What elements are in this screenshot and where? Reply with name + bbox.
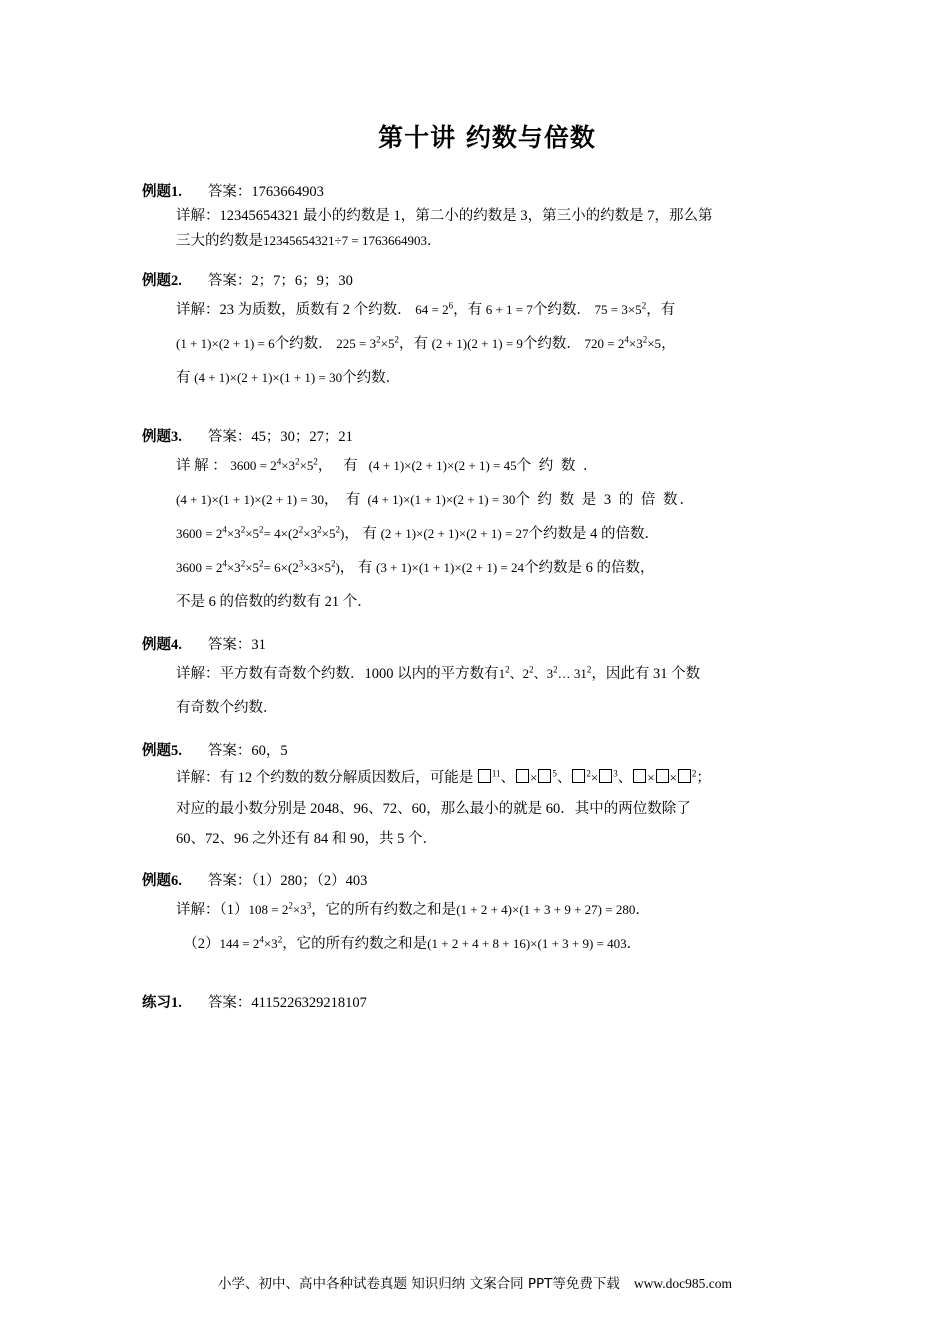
detail-text: ，有: [398, 335, 428, 352]
detail-text: ，: [344, 526, 359, 543]
detail-text: 个约数是 4 的倍数．: [528, 526, 660, 543]
problem-label-6: 例题6.: [142, 872, 182, 889]
blank-box-icon: [572, 769, 585, 783]
math-expression: (4 + 1)×(2 + 1)×(1 + 1) = 30: [194, 369, 343, 385]
detail-line: 不是 6 的倍数的约数有 21 个．: [176, 594, 372, 611]
problem-answer-line-5: [142, 739, 832, 760]
problem-detail-4: [176, 657, 832, 725]
blank-box-icon: [599, 769, 612, 783]
blank-box-icon: [678, 769, 691, 783]
detail-text: 有: [176, 369, 191, 386]
math-expression: (2 + 1)(2 + 1) = 9: [431, 335, 523, 351]
detail-text: 有: [357, 560, 373, 577]
detail-text: 个约数．: [532, 301, 591, 318]
problem-label-5: 例题5.: [142, 743, 182, 760]
detail-text: ，: [323, 492, 339, 508]
footer-text: 小学、初中、高中各种试卷真题 知识归纳 文案合同 PPT等免费下载: [217, 1276, 620, 1292]
answer-prefix-3: 答案：: [207, 428, 252, 445]
detail-text: 、: [617, 770, 633, 787]
detail-line: 60、72、96 之外还有 84 和 90，共 5 个．: [176, 831, 437, 848]
answer-prefix-1: 答案：: [207, 184, 252, 200]
blank-box-icon: [656, 769, 669, 783]
answer-value-3: 45；30；27；21: [251, 428, 353, 445]
detail-text: 详解：有 12 个约数的数分解质因数后，可能是: [176, 770, 474, 787]
detail-text: 三大的约数是: [176, 233, 263, 250]
problem-answer-line-1: [142, 180, 832, 201]
blank-box-icon: [538, 769, 551, 783]
detail-line: 对应的最小数分别是 2048、96、72、60，那么最小的就是 60．其中的两位数除了: [176, 800, 691, 817]
detail-text: 、: [500, 770, 516, 787]
blank-box-icon: [633, 769, 646, 783]
detail-text: ，有: [646, 301, 676, 318]
problem-block-6: [142, 869, 832, 961]
detail-text: ，它的所有约数之和是: [311, 901, 457, 918]
math-expression: (3 + 1)×(1 + 1)×(2 + 1) = 24: [376, 560, 525, 576]
detail-text: 个约数是 6 的倍数，: [524, 560, 655, 577]
detail-line: [176, 927, 832, 961]
answer-value-7: 4115226329218107: [251, 994, 367, 1011]
math-expression: 6 + 1 = 7: [485, 301, 533, 317]
detail-line: [176, 517, 832, 551]
detail-line: [176, 361, 832, 395]
math-box-group: × $^5$: [515, 770, 557, 785]
detail-text: ；: [696, 770, 711, 787]
detail-text: ，因此有 31 个数: [591, 666, 701, 683]
detail-line: [176, 327, 832, 361]
problem-detail-2: [176, 293, 832, 395]
problem-block-2: [142, 269, 832, 395]
answer-value-4: 31: [251, 637, 266, 654]
detail-line: [176, 483, 832, 517]
math-box-group: 11: [477, 770, 501, 785]
problem-detail-5: [176, 763, 832, 854]
detail-text: ，: [339, 560, 355, 577]
detail-text: ，: [661, 335, 676, 352]
problem-label-3: 例题3.: [142, 428, 182, 445]
math-expression: $720 = 2^4\times 3^2\times 5$: [584, 334, 662, 351]
math-expression: 12345654321÷7 = 1763664903: [263, 233, 427, 249]
detail-line: [176, 763, 832, 793]
blank-box-icon: [516, 769, 529, 783]
problem-answer-line-2: [142, 269, 832, 290]
page-footer: [0, 1272, 950, 1292]
math-expression: $108 = 2^2\times 3^3$: [248, 900, 312, 917]
math-expression: $3600 = 2^4\times 3^2\times 5^2= 6\times(2^3\times 3\times 5^2)$: [176, 558, 340, 576]
detail-line: 详解：12345654321 最小的约数是 1，第二小的约数是 3，第三小的约数是 7，那么第: [176, 208, 713, 224]
detail-text: 、: [556, 770, 572, 787]
detail-text: 详解：23 为质数，质数有 2 个约数．: [176, 301, 412, 318]
problem-detail-6: [176, 893, 832, 961]
detail-text: 详解：平方数有奇数个约数．1000 以内的平方数有: [176, 666, 499, 683]
detail-line: [176, 893, 832, 927]
math-expression: $64 = 2^6$: [415, 300, 454, 317]
detail-text: 个约数．: [522, 335, 581, 352]
answer-value-2: 2；7；6；9；30: [251, 272, 353, 289]
math-expression: (4 + 1)×(2 + 1)×(2 + 1) = 45: [368, 457, 517, 473]
math-expression: $3600 = 2^4\times 3^2\times 5^2= 4\times(2^2\times 3^2\times 5^2)$: [176, 524, 345, 542]
math-expression: $1^2$、$2^2$、$3^2\dots$ $31^2$: [498, 664, 592, 682]
detail-text: 有: [345, 492, 361, 508]
exercise-answer-line-1: [142, 991, 832, 1012]
detail-text: 个 约 数 是 3 的 倍 数．: [515, 492, 697, 508]
detail-line: [176, 657, 832, 691]
answer-value-5: 60，5: [251, 743, 288, 760]
problem-block-1: [142, 180, 832, 255]
answer-prefix-2: 答案：: [207, 272, 252, 289]
math-expression: (2 + 1)×(2 + 1)×(2 + 1) = 27: [380, 526, 529, 542]
answer-prefix-6: 答案：: [207, 872, 252, 889]
math-expression: $144 = 2^4\times 3^2$: [219, 934, 283, 951]
math-expression: $75 = 3\times 5^2$: [594, 300, 647, 317]
exercise-label-1: 练习1.: [142, 994, 182, 1011]
problem-answer-line-4: [142, 633, 832, 654]
detail-line: [176, 449, 832, 483]
problem-block-3: [142, 425, 832, 619]
problem-block-4: [142, 633, 832, 725]
detail-line: [176, 293, 832, 327]
math-expression: (4 + 1)×(1 + 1)×(2 + 1) = 30: [367, 492, 516, 507]
answer-prefix-7: 答案：: [207, 994, 252, 1011]
problem-block-5: [142, 739, 832, 854]
detail-text: （2）: [183, 935, 220, 952]
answer-prefix-5: 答案：: [207, 743, 252, 760]
detail-text: 详 解 ：: [176, 457, 227, 474]
problem-answer-line-6: [142, 869, 832, 890]
problem-answer-line-3: [142, 425, 832, 446]
problem-label-1: 例题1.: [142, 184, 182, 200]
exercise-block-1: [142, 991, 832, 1012]
detail-text: ．: [635, 901, 650, 918]
detail-text: 详解：（1）: [176, 901, 249, 918]
problem-detail-3: [176, 449, 832, 619]
detail-text: 个约数．: [342, 369, 401, 386]
blank-box-icon: [478, 769, 491, 783]
answer-value-1: 1763664903: [251, 184, 324, 200]
problem-label-4: 例题4.: [142, 637, 182, 654]
math-expression: (4 + 1)×(1 + 1)×(2 + 1) = 30: [176, 492, 324, 507]
detail-text: ．: [626, 935, 642, 952]
page-title: 第十讲 约数与倍数: [378, 123, 596, 152]
detail-text: 有: [343, 457, 358, 474]
footer-url[interactable]: www.doc985.com: [633, 1276, 732, 1291]
detail-text: 个 约 数 ．: [516, 457, 600, 474]
detail-line: 有奇数个约数．: [176, 700, 278, 717]
answer-value-6: （1）280；（2）403: [251, 872, 368, 889]
answer-prefix-4: 答案：: [207, 637, 252, 654]
math-expression: (1 + 2 + 4)×(1 + 3 + 9 + 27) = 280: [456, 901, 636, 917]
math-box-group: × × $^2$: [632, 770, 696, 785]
problem-detail-1: [176, 204, 832, 255]
detail-text: ，有: [453, 301, 483, 318]
detail-text: 个约数．: [274, 335, 333, 352]
math-box-group: $^2$× $^3$: [571, 770, 617, 785]
math-expression: $225 = 3^2\times 5^2$: [336, 334, 399, 351]
detail-text: 有: [362, 526, 377, 543]
detail-line: [176, 551, 832, 585]
problem-label-2: 例题2.: [142, 272, 182, 289]
detail-text: ，它的所有约数之和是: [282, 935, 428, 952]
detail-line: 三大的约数是12345654321÷7 = 1763664903．: [176, 233, 442, 250]
detail-text: ，: [317, 457, 333, 474]
math-expression: (1 + 2 + 4 + 8 + 16)×(1 + 3 + 9) = 403: [427, 935, 627, 951]
math-expression: (1 + 1)×(2 + 1) = 6: [176, 335, 275, 351]
math-expression: $3600 = 2^4\times 3^2\times 5^2$: [230, 456, 318, 473]
